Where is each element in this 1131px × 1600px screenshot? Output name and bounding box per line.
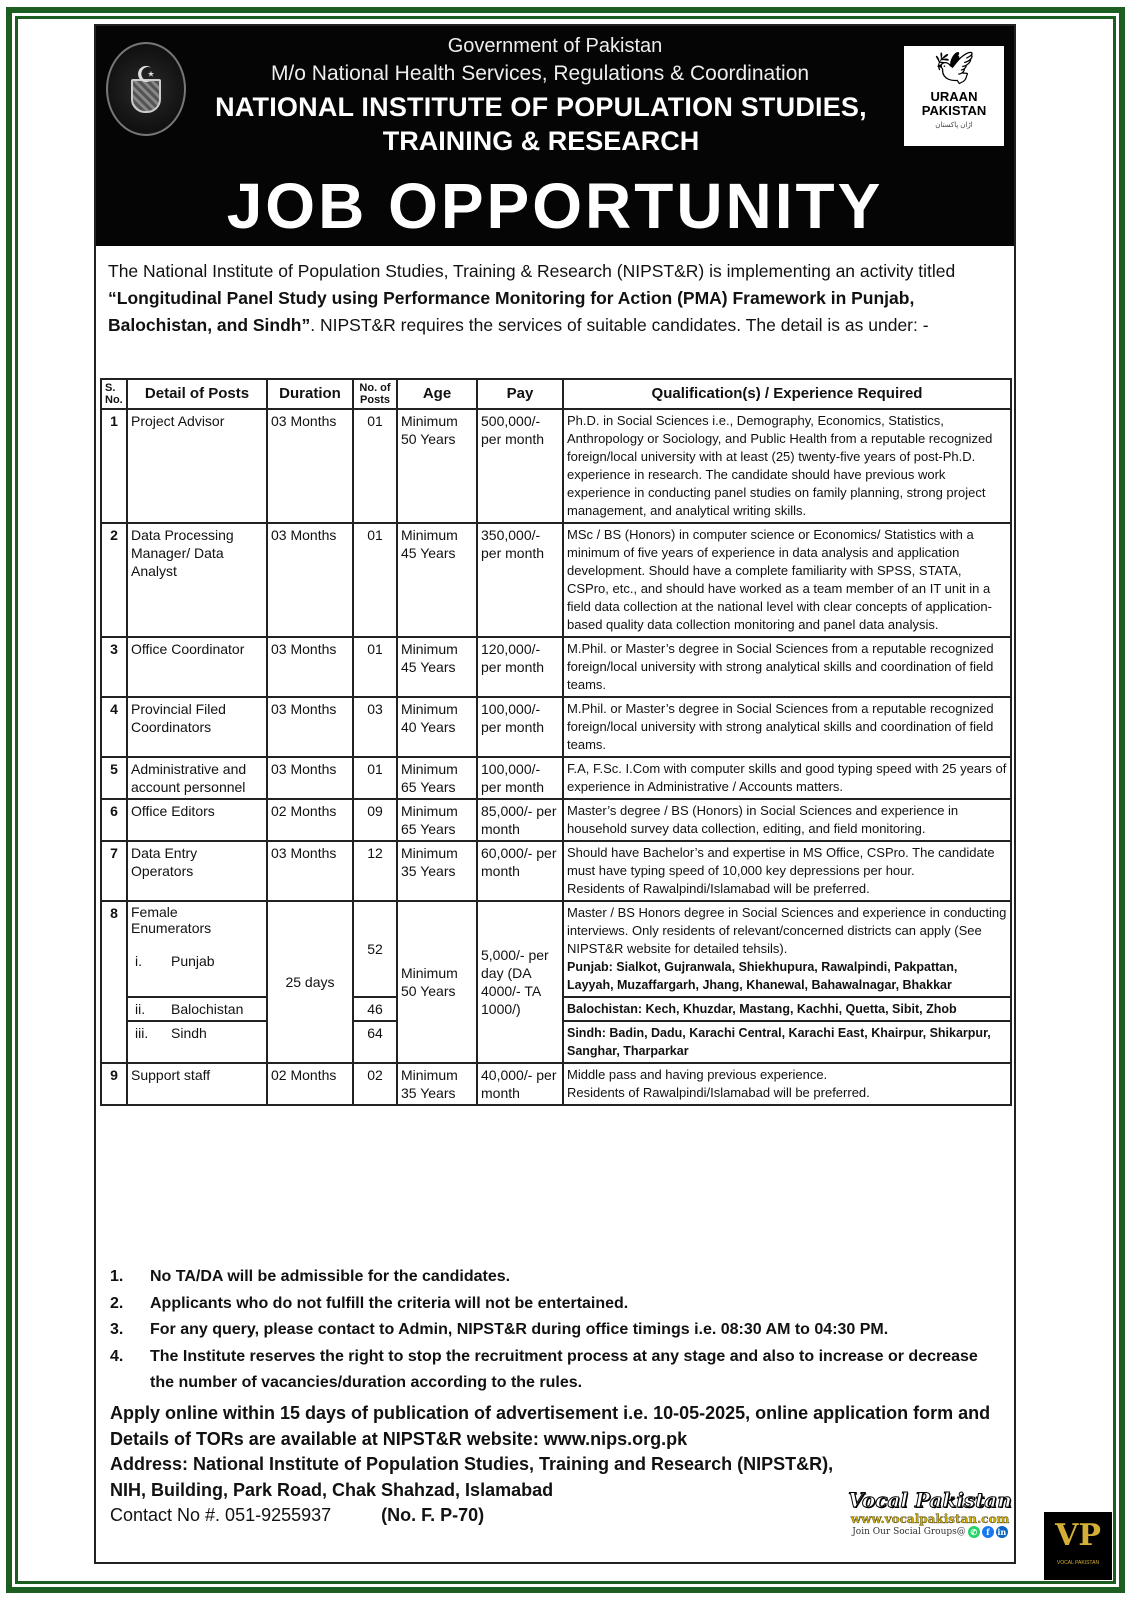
- row-post: [127, 997, 267, 1021]
- row-pay: 350,000/- per month: [477, 523, 563, 637]
- row-post: Administrative and account personnel: [127, 757, 267, 799]
- row-duration: 03 Months: [267, 757, 353, 799]
- row-pay: 120,000/- per month: [477, 637, 563, 697]
- row-age: Minimum 65 Years: [397, 757, 477, 799]
- row-duration: 25 days: [267, 901, 353, 1063]
- row-pay: 40,000/- per month: [477, 1063, 563, 1105]
- row-post: Provincial Filed Coordinators: [127, 697, 267, 757]
- note-number: 1.: [110, 1268, 124, 1285]
- table-row: [101, 409, 1011, 523]
- sub-province: [131, 952, 263, 970]
- header-age: Age: [397, 379, 477, 409]
- row-num-posts: 52: [353, 901, 397, 997]
- row-qualification: MSc / BS (Honors) in computer science or Economics/ Statistics with a minimum of five years of experience in data analysis and application development. Should have a complete familiarity with SPSS, STATA, CSPro, etc., and should have worked as a team member of an IT unit in a field data collection at the national level with clear concepts of application-based quality data collection monitoring and panel data analysis.: [563, 523, 1011, 637]
- header-qualification: Qualification(s) / Experience Required: [563, 379, 1011, 409]
- row-num-posts: 02: [353, 1063, 397, 1105]
- row-post: [127, 1021, 267, 1063]
- watermark-social: [840, 1526, 1020, 1538]
- row-post: Office Coordinator: [127, 637, 267, 697]
- uraan-tagline: اڑان پاکستان: [935, 122, 973, 129]
- pakistan-logo-text: PAKISTAN: [921, 103, 987, 118]
- districts-sindh: Sindh: Badin, Dadu, Karachi Central, Karachi East, Khairpur, Shikarpur, Sanghar, Tharparkar: [563, 1021, 1011, 1063]
- province-name: Punjab: [171, 953, 215, 969]
- table-row: [101, 841, 1011, 901]
- institute-name-line2: TRAINING & RESEARCH: [382, 126, 700, 156]
- intro-text: The National Institute of Population Studies, Training & Research (NIPST&R) is implementing an activity titled: [108, 261, 956, 281]
- row-num-posts: 01: [353, 523, 397, 637]
- row-qualification: M.Phil. or Master’s degree in Social Sciences from a reputable recognized foreign/local university with strong analytical skills and coordination of field teams.: [563, 637, 1011, 697]
- note-number: 3.: [110, 1321, 124, 1338]
- qualification-text: Should have Bachelor’s and expertise in MS Office, CSPro. The candidate must have typing speed of 10,000 key depressions per hour.: [567, 845, 995, 878]
- job-advertisement: [94, 24, 1016, 1564]
- note-number: 4.: [110, 1347, 124, 1365]
- row-num-posts: 64: [353, 1021, 397, 1063]
- note-number: 2.: [110, 1294, 124, 1312]
- province-name: Balochistan: [171, 1001, 244, 1017]
- posts-table: [100, 378, 1012, 1106]
- join-groups-text: Join Our Social Groups@: [852, 1527, 966, 1537]
- bird-icon: 🕊: [933, 50, 975, 86]
- table-row: [101, 1063, 1011, 1105]
- header-pay: Pay: [477, 379, 563, 409]
- notes-list: [110, 1264, 1000, 1397]
- roman-numeral: ii.: [135, 1001, 146, 1017]
- row-qualification: Master’s degree / BS (Honors) in Social Sciences and experience in household survey data collection, editing, and field monitoring.: [563, 799, 1011, 841]
- row-age: Minimum 45 Years: [397, 637, 477, 697]
- sub-province: [131, 1000, 263, 1018]
- qualification-extra: Residents of Rawalpindi/Islamabad will be preferred.: [567, 881, 870, 896]
- row-num-posts: 03: [353, 697, 397, 757]
- apply-instructions: Apply online within 15 days of publication of advertisement i.e. 10-05-2025, online application form and Details of TORs are available at NIPST&R website: www.nips.org.pk: [110, 1403, 991, 1449]
- crescent-icon: ☪: [136, 62, 156, 87]
- row-post: Project Advisor: [127, 409, 267, 523]
- row-qualification: [563, 901, 1011, 997]
- sub-province: [131, 1024, 263, 1042]
- linkedin-icon[interactable]: in: [997, 1527, 1007, 1537]
- header-duration: Duration: [267, 379, 353, 409]
- vp-logo-subtext: VOCAL PAKISTAN: [1056, 1560, 1100, 1566]
- note-item: [110, 1344, 1000, 1397]
- table-row: [101, 523, 1011, 637]
- row-sno: 3: [101, 637, 127, 697]
- watermark-url[interactable]: www.vocalpakistan.com: [850, 1512, 1010, 1526]
- row-qualification: [563, 841, 1011, 901]
- post-title: Female Enumerators: [131, 904, 212, 936]
- vp-logo-text: VP: [1055, 1518, 1101, 1553]
- vocal-pakistan-logo: [1044, 1512, 1112, 1580]
- intro-paragraph: [108, 258, 1003, 339]
- row-num-posts: 01: [353, 409, 397, 523]
- intro-text-end: . NIPST&R requires the services of suitable candidates. The detail is as under: -: [310, 315, 929, 335]
- row-qualification: F.A, F.Sc. I.Com with computer skills and good typing speed with 25 years of experience in Administrative / Accounts matters.: [563, 757, 1011, 799]
- note-text: Applicants who do not fulfill the criteria will not be entertained.: [150, 1294, 629, 1312]
- row-sno: 6: [101, 799, 127, 841]
- government-label: Government of Pakistan: [447, 35, 663, 57]
- watermark-title: Vocal Pakistan: [848, 1488, 1012, 1512]
- row-num-posts: 12: [353, 841, 397, 901]
- header-banner: [96, 26, 1014, 166]
- row-pay: 100,000/- per month: [477, 697, 563, 757]
- row-sno: 1: [101, 409, 127, 523]
- row-sno: 4: [101, 697, 127, 757]
- row-num-posts: 09: [353, 799, 397, 841]
- contact-number: Contact No #. 051-9255937: [110, 1505, 332, 1525]
- header-sno: S. No.: [101, 379, 127, 409]
- districts-balochistan: Balochistan: Kech, Khuzdar, Mastang, Kachhi, Quetta, Sibit, Zhob: [563, 997, 1011, 1021]
- row-age: Minimum 45 Years: [397, 523, 477, 637]
- table-row: [101, 637, 1011, 697]
- table-row-female-enumerators: [101, 901, 1011, 997]
- qualification-text: Middle pass and having previous experience.: [567, 1067, 828, 1082]
- address-line2: NIH, Building, Park Road, Chak Shahzad, Islamabad: [110, 1479, 554, 1500]
- row-num-posts: 01: [353, 637, 397, 697]
- row-duration: 02 Months: [267, 799, 353, 841]
- row-duration: 03 Months: [267, 697, 353, 757]
- row-post: Data Entry Operators: [127, 841, 267, 901]
- table-row: [101, 799, 1011, 841]
- header-post: Detail of Posts: [127, 379, 267, 409]
- row-age: Minimum 35 Years: [397, 841, 477, 901]
- row-age: Minimum 50 Years: [397, 901, 477, 1063]
- row-qualification: Ph.D. in Social Sciences i.e., Demography, Economics, Statistics, Anthropology or Sociology, and Public Health from a reputable recognized foreign/local university with at least (25) twenty-five years of post-Ph.D. experience in research. The candidate should have previous work experience in conducting panel studies on family planning, strong project management, and analytical writing skills.: [563, 409, 1011, 523]
- row-duration: 03 Months: [267, 523, 353, 637]
- note-item: [110, 1291, 1000, 1318]
- institute-name-line1: NATIONAL INSTITUTE OF POPULATION STUDIES,: [215, 92, 867, 122]
- note-text: No TA/DA will be admissible for the candidates.: [150, 1268, 511, 1285]
- row-duration: 03 Months: [267, 409, 353, 523]
- row-post: Support staff: [127, 1063, 267, 1105]
- reference-number: (No. F. P-70): [381, 1505, 485, 1525]
- row-duration: 02 Months: [267, 1063, 353, 1105]
- districts-punjab: Punjab: Sialkot, Gujranwala, Shiekhupura, Rawalpindi, Pakpattan, Layyah, Muzaffargarh, Jhang, Khanewal, Bahawalnagar, Bhakkar: [567, 960, 958, 992]
- ministry-label: M/o National Health Services, Regulations & Coordination: [270, 62, 810, 85]
- activity-title: “Longitudinal Panel Study using Performance Monitoring for Action (PMA) Framework in Punjab, Balochistan, and Sindh”: [108, 288, 915, 335]
- header-num-posts: No. of Posts: [353, 379, 397, 409]
- row-pay: 85,000/- per month: [477, 799, 563, 841]
- table-row: [101, 757, 1011, 799]
- row-num-posts: 46: [353, 997, 397, 1021]
- uraan-pakistan-logo: [904, 46, 1004, 146]
- note-text: The Institute reserves the right to stop the recruitment process at any stage and also to increase or decrease the number of vacancies/duration according to the rules.: [150, 1347, 978, 1391]
- row-pay: 500,000/- per month: [477, 409, 563, 523]
- row-post: Data Processing Manager/ Data Analyst: [127, 523, 267, 637]
- page-title: JOB OPPORTUNITY: [96, 166, 1014, 246]
- vocal-pakistan-watermark: [840, 1488, 1020, 1538]
- province-name: Sindh: [171, 1025, 207, 1041]
- row-pay: 60,000/- per month: [477, 841, 563, 901]
- table-header-row: [101, 379, 1011, 409]
- row-age: Minimum 65 Years: [397, 799, 477, 841]
- row-duration: 03 Months: [267, 637, 353, 697]
- row-sno: 9: [101, 1063, 127, 1105]
- note-text: For any query, please contact to Admin, NIPST&R during office timings i.e. 08:30 AM to 04:30 PM.: [150, 1321, 889, 1338]
- row-sno: 2: [101, 523, 127, 637]
- row-pay: 100,000/- per month: [477, 757, 563, 799]
- qualification-extra: Residents of Rawalpindi/Islamabad will be preferred.: [567, 1085, 870, 1100]
- row-age: Minimum 50 Years: [397, 409, 477, 523]
- row-num-posts: 01: [353, 757, 397, 799]
- row-duration: 03 Months: [267, 841, 353, 901]
- row-qualification: [563, 1063, 1011, 1105]
- row-age: Minimum 40 Years: [397, 697, 477, 757]
- roman-numeral: i.: [135, 953, 142, 969]
- table-row: [101, 697, 1011, 757]
- facebook-icon[interactable]: f: [982, 1526, 994, 1538]
- row-age: Minimum 35 Years: [397, 1063, 477, 1105]
- qualification-text: Master / BS Honors degree in Social Sciences and experience in conducting interviews. Only residents of relevant/concerned districts can apply (See NIPST&R website for detailed tehsils).: [567, 905, 1007, 956]
- whatsapp-icon[interactable]: ✆: [968, 1526, 980, 1538]
- row-pay: 5,000/- per day (DA 4000/- TA 1000/): [477, 901, 563, 1063]
- row-sno: 5: [101, 757, 127, 799]
- row-sno: 8: [101, 901, 127, 1063]
- row-qualification: M.Phil. or Master’s degree in Social Sciences from a reputable recognized foreign/local university with strong analytical skills and coordination of field teams.: [563, 697, 1011, 757]
- note-item: [110, 1317, 1000, 1344]
- note-item: [110, 1264, 1000, 1291]
- address-line1: Address: National Institute of Population Studies, Training and Research (NIPST&R),: [110, 1454, 834, 1474]
- roman-numeral: iii.: [135, 1025, 149, 1041]
- row-post: [127, 901, 267, 997]
- uraan-logo-text: URAAN: [930, 89, 978, 104]
- row-sno: 7: [101, 841, 127, 901]
- row-post: Office Editors: [127, 799, 267, 841]
